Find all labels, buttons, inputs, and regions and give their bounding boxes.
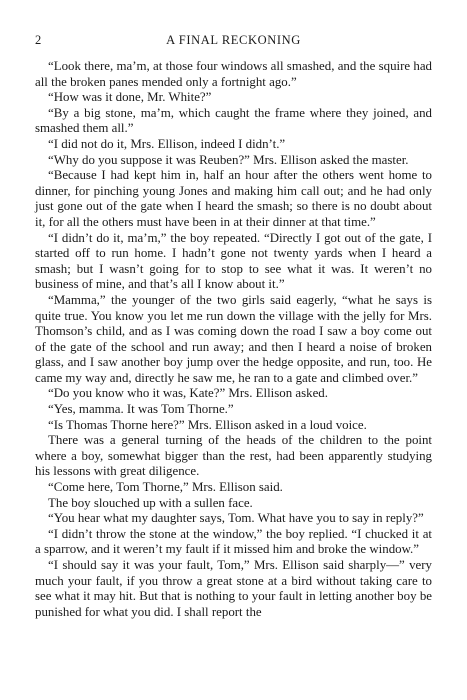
paragraph: “Yes, mamma. It was Tom Thorne.” bbox=[48, 402, 234, 417]
paragraph: “Do you know who it was, Kate?” Mrs. Ellison asked. bbox=[48, 386, 328, 401]
paragraph: “I didn’t throw the stone at the window,” the boy replied. “I chucked it at a sparrow, and it weren’t my fault if it missed him and broke the window.” bbox=[35, 526, 432, 557]
paragraph: “Why do you suppose it was Reuben?” Mrs. Ellison asked the master. bbox=[48, 152, 409, 167]
paragraph: “I didn’t do it, ma’m,” the boy repeated. “Directly I got out of the gate, I started off to run home. I hadn’t gone not twenty yards when I heard a smash; but I wasn’t going for to stop to see what it was. It weren’t no business of mine, and that’s all I know about it.” bbox=[35, 230, 432, 292]
paragraph: “Mamma,” the younger of the two girls said eagerly, “what he says is quite true. You know you let me run down the village with the jelly for Mrs. Thomson’s child, and as I was coming down the road I saw a boy come out of the gate of the school and run away; and then I heard a noise of broken glass, and I saw another boy jump over the hedge opposite, and run, too. He came my way and, directly he saw me, he ran to a gate and climbed over.” bbox=[35, 292, 432, 385]
page-number: 2 bbox=[35, 33, 42, 47]
paragraph: There was a general turning of the heads of the children to the point where a boy, somewhat bigger than the rest, had been apparently studying his lessons with great diligence. bbox=[35, 433, 432, 479]
running-head bbox=[35, 32, 432, 48]
paragraph: “I should say it was your fault, Tom,” Mrs. Ellison said sharply—” very much your fault, if you throw a great stone at a bird without taking care to see what it may hit. But that is nothing to your fault in letting another boy be punished for what you did. I shall report the bbox=[35, 558, 432, 619]
book-title: A FINAL RECKONING bbox=[166, 33, 301, 47]
body-text bbox=[35, 59, 432, 620]
paragraph: “I did not do it, Mrs. Ellison, indeed I didn’t.” bbox=[48, 136, 286, 151]
paragraph: “You hear what my daughter says, Tom. What have you to say in reply?” bbox=[48, 511, 424, 526]
paragraph: The boy slouched up with a sullen face. bbox=[48, 495, 253, 510]
paragraph: “Come here, Tom Thorne,” Mrs. Ellison said. bbox=[48, 480, 283, 495]
paragraph: “Is Thomas Thorne here?” Mrs. Ellison asked in a loud voice. bbox=[48, 417, 367, 432]
paragraph: “How was it done, Mr. White?” bbox=[48, 90, 212, 105]
paragraph: “Because I had kept him in, half an hour after the others went home to dinner, for pinching young Jones and making him call out; and he had only just gone out of the gate when I heard the smash; so there is no doubt about it, for all the others must have been in at their dinner at that time.” bbox=[35, 168, 432, 229]
paragraph: “Look there, ma’m, at those four windows all smashed, and the squire had all the broken panes mended only a fortnight ago.” bbox=[35, 59, 432, 89]
paragraph: “By a big stone, ma’m, which caught the frame where they joined, and smashed them all.” bbox=[35, 105, 432, 136]
